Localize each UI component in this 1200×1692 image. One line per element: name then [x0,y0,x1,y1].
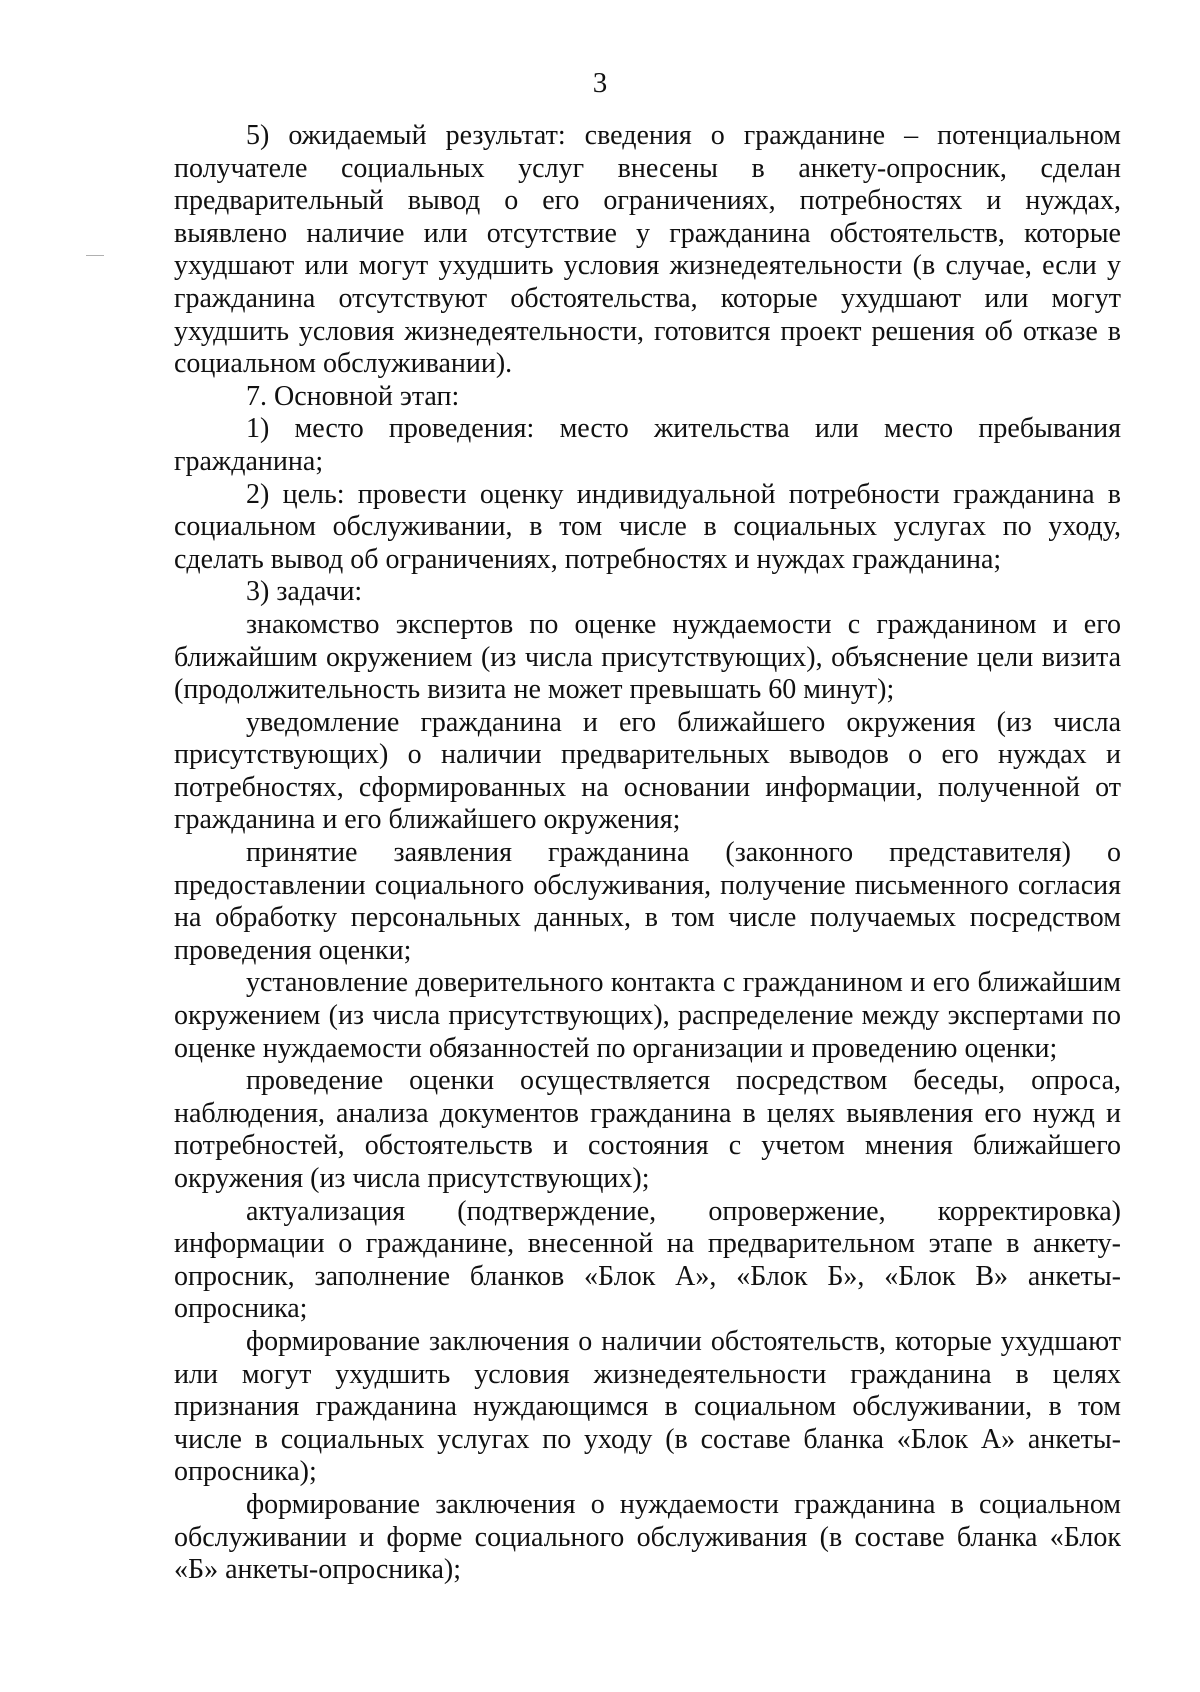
document-body [174,120,1121,1587]
paragraph-task-conclusion-b: формирование заключения о нуждаемости гражданина в социальном обслуживании и форме социального обслуживания (в составе бланка «Блок «Б» анкеты-опросника); [174,1488,1121,1586]
paragraph-task-acquaintance: знакомство экспертов по оценке нуждаемости с гражданином и его ближайшим окружением (из числа присутствующих), объяснение цели визита (продолжительность визита не может превышать 60 минут); [174,608,1121,706]
scan-artifact-mark [86,255,104,256]
paragraph-task-notification: уведомление гражданина и его ближайшего окружения (из числа присутствующих) о наличии предварительных выводов о его нуждах и потребностях, сформированных на основании информации, полученной от гражданина и его ближайшего окружения; [174,706,1121,836]
paragraph-task-application: принятие заявления гражданина (законного представителя) о предоставлении социального обслуживания, получение письменного согласия на обработку персональных данных, в том числе получаемых посредством проведения оценки; [174,837,1121,966]
page-number: 3 [592,67,608,99]
paragraph-task-update: актуализация (подтверждение, опровержение, корректировка) информации о гражданине, внесенной на предварительном этапе в анкету-опросник, заполнение бланков «Блок А», «Блок Б», «Блок В» анкеты-опросника; [174,1195,1121,1325]
paragraph-task-contact: установление доверительного контакта с гражданином и его ближайшим окружением (из числа присутствующих), распределение между экспертами по оценке нуждаемости обязанностей по организации и проведению оценки; [174,967,1121,1064]
paragraph-main-stage-heading: 7. Основной этап: [246,380,460,412]
paragraph-expected-result: 5) ожидаемый результат: сведения о гражданине – потенциальном получателе социальных услуг внесены в анкету-опросник, сделан предварительный вывод о его ограничениях, потребностях и нуждах, выявлено наличие или отсутствие у гражданина обстоятельств, которые ухудшают или могут ухудшить условия жизнедеятельности (в случае, если у гражданина отсутствуют обстоятельства, которые ухудшают или могут ухудшить условия жизнедеятельности, готовится проект решения об отказе в социальном обслуживании). [174,120,1121,380]
paragraph-goal: 2) цель: провести оценку индивидуальной потребности гражданина в социальном обслуживании, в том числе в социальных услугах по уходу, сделать вывод об ограничениях, потребностях и нуждах гражданина; [174,478,1121,575]
paragraph-tasks-heading: 3) задачи: [246,576,363,608]
paragraph-task-conclusion-a: формирование заключения о наличии обстоятельств, которые ухудшают или могут ухудшить условия жизнедеятельности гражданина в целях признания гражданина нуждающимся в социальном обслуживании, в том числе в социальных услугах по уходу (в составе бланка «Блок А» анкеты-опросника); [174,1325,1121,1488]
paragraph-venue: 1) место проведения: место жительства или место пребывания гражданина; [174,413,1121,477]
paragraph-task-assessment: проведение оценки осуществляется посредством беседы, опроса, наблюдения, анализа документов гражданина в целях выявления его нужд и потребностей, обстоятельств и состояния с учетом мнения ближайшего окружения (из числа присутствующих); [174,1065,1121,1194]
